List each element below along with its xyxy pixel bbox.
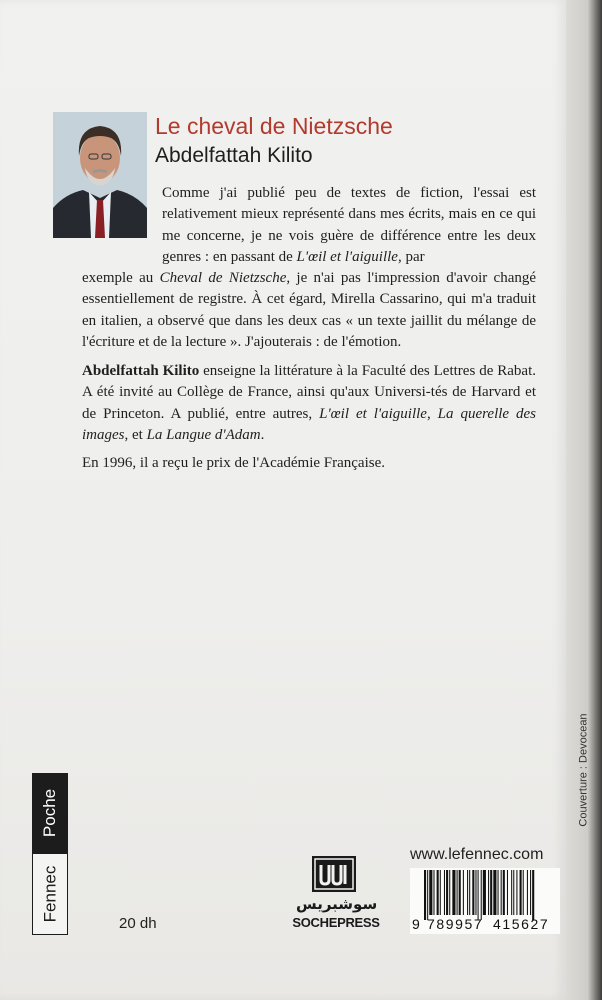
barcode-bar bbox=[469, 870, 470, 915]
isbn-barcode bbox=[410, 868, 560, 934]
spine-credit bbox=[572, 690, 596, 850]
barcode-bar bbox=[483, 870, 486, 915]
barcode-bar bbox=[475, 870, 476, 915]
blurb-italic-title: L'œil et l'aiguille bbox=[296, 248, 398, 265]
barcode-bar bbox=[463, 870, 464, 915]
barcode-bar bbox=[433, 870, 434, 915]
book-title: Le cheval de Nietzsche bbox=[155, 113, 393, 139]
barcode-bar bbox=[437, 870, 439, 915]
blurb-text: Comme j'ai publié peu de textes de fiction, l'essai est relativement mieux représenté dans mes écrits, mais en ce qui me concerne, je ne vois guère de différence entre les deux genres : en passant de bbox=[162, 185, 536, 265]
collection-label bbox=[32, 773, 68, 935]
barcode-bar bbox=[429, 870, 432, 915]
barcode-bar bbox=[516, 870, 517, 915]
blurb-italic-title: Cheval de Nietzsche bbox=[159, 270, 287, 286]
publisher-arabic-name: سوشبريس bbox=[296, 895, 378, 913]
barcode-bar bbox=[520, 870, 522, 915]
barcode-bars bbox=[414, 870, 556, 920]
isbn-right-group: 415627 bbox=[493, 916, 550, 932]
isbn-first-digit: 9 bbox=[412, 916, 420, 932]
award-note: En 1996, il a reçu le prix de l'Académie Française. bbox=[82, 455, 386, 471]
author-bio bbox=[82, 361, 536, 446]
blurb-text: , je n'ai pas l'impression d'avoir changé essentiellement de registre. À cet égard, Mirella Cassarino, qui m'a traduit en italien, a observé que dans les deux cas « un texte jaillit du mélange de l'écriture et de la lecture ». J'ajouterais : de l'émotion. bbox=[82, 270, 537, 350]
bio-work-title: La querelle des images bbox=[82, 405, 537, 443]
barcode-bar bbox=[424, 870, 426, 920]
barcode-bar bbox=[481, 870, 482, 920]
barcode-bar bbox=[488, 870, 489, 915]
blurb-text: , par bbox=[397, 248, 425, 265]
collection-poche-block bbox=[32, 773, 68, 853]
book-author: Abdelfattah Kilito bbox=[155, 144, 313, 167]
blurb-text: exemple au bbox=[82, 270, 154, 286]
barcode-bar bbox=[444, 870, 445, 915]
blurb-paragraph-bottom bbox=[82, 268, 536, 353]
barcode-bar bbox=[427, 870, 428, 920]
barcode-bar bbox=[530, 870, 531, 915]
barcode-bar bbox=[507, 870, 508, 915]
bio-end: . bbox=[260, 426, 265, 443]
barcode-bar bbox=[478, 870, 479, 920]
barcode-bar bbox=[513, 870, 514, 915]
book-spine bbox=[566, 0, 602, 1000]
barcode-bar bbox=[523, 870, 524, 915]
publisher-name: SOCHEPRESS bbox=[292, 915, 380, 930]
publisher-website: www.lefennec.com bbox=[410, 846, 544, 863]
barcode-bar bbox=[440, 870, 441, 915]
barcode-bar bbox=[490, 870, 492, 915]
price: 20 dh bbox=[119, 915, 157, 932]
bio-separator: , bbox=[426, 405, 438, 422]
author-portrait-image bbox=[53, 112, 147, 238]
barcode-bar bbox=[527, 870, 528, 915]
bio-separator: , et bbox=[124, 426, 147, 443]
collection-fennec-text: Fennec bbox=[40, 865, 60, 923]
barcode-bar bbox=[511, 870, 512, 915]
barcode-bar bbox=[472, 870, 474, 915]
author-photo bbox=[53, 112, 147, 238]
barcode-bar bbox=[459, 870, 461, 915]
cover-credit-text: Couverture : Devocean bbox=[578, 713, 590, 827]
isbn-digits bbox=[410, 916, 560, 934]
barcode-bar bbox=[493, 870, 496, 915]
blurb-paragraph-top bbox=[162, 183, 536, 268]
barcode-bar bbox=[498, 870, 499, 915]
barcode-bar bbox=[503, 870, 505, 915]
bio-work-title: L'œil et l'aiguille bbox=[319, 405, 427, 422]
collection-poche-text: Poche bbox=[40, 788, 60, 838]
sochepress-logo-icon bbox=[312, 856, 356, 892]
bio-text: enseigne la littérature à la Faculté des Lettres de Rabat. A été invité au Collège de France, ainsi qu'aux Universi-tés de Harvard et de Princeton. A publié, entre autres, bbox=[82, 363, 536, 422]
barcode-bar bbox=[467, 870, 468, 915]
barcode-bar bbox=[446, 870, 448, 915]
isbn-left-group: 789957 bbox=[427, 916, 484, 932]
collection-fennec-block bbox=[32, 853, 68, 935]
barcode-bar bbox=[457, 870, 458, 915]
bio-author-name: Abdelfattah Kilito bbox=[82, 363, 200, 379]
bio-work-title: La Langue d'Adam bbox=[146, 426, 261, 443]
barcode-bar bbox=[501, 870, 502, 915]
barcode-bar bbox=[449, 870, 450, 915]
barcode-bar bbox=[532, 870, 534, 920]
barcode-bar bbox=[452, 870, 455, 915]
